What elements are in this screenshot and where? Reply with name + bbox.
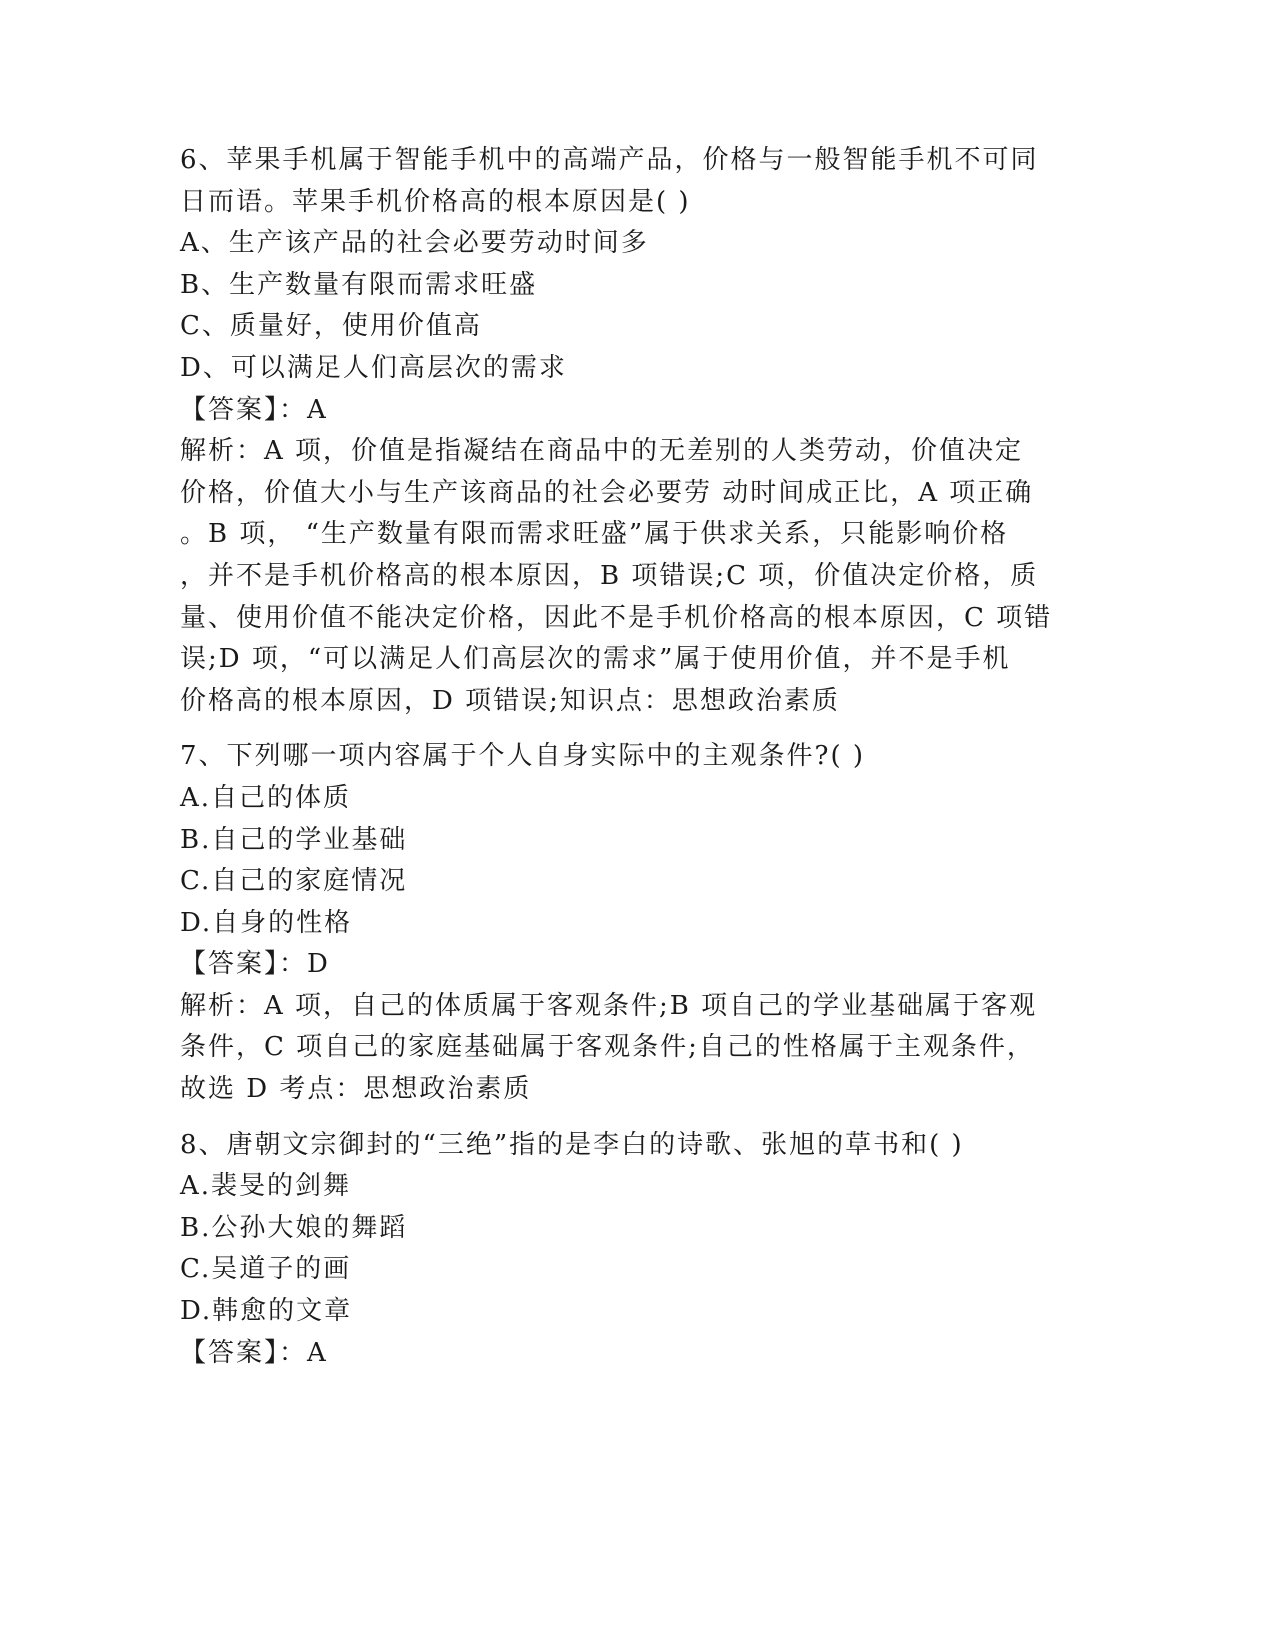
option-a: A、生产该产品的社会必要劳动时间多 [180,228,649,259]
analysis-line: 条件，C 项自己的家庭基础属于客观条件;自己的性格属于主观条件， [180,1032,1035,1063]
analysis-line: 量、使用价值不能决定价格，因此不是手机价格高的根本原因，C 项错 [180,602,1053,633]
question-stem: 7、下列哪一项内容属于个人自身实际中的主观条件?( ) [180,741,866,772]
option-c: C.吴道子的画 [180,1254,352,1285]
option-b: B.自己的学业基础 [180,824,408,855]
analysis-line: 价格高的根本原因，D 项错误;知识点：思想政治素质 [180,685,840,716]
document-page [180,140,1053,1374]
option-b: B.公孙大娘的舞蹈 [180,1212,408,1243]
option-c: C、质量好，使用价值高 [180,311,482,342]
question-7 [180,736,1040,1110]
option-a: A.自己的体质 [180,782,352,813]
question-stem: 6、苹果手机属于智能手机中的高端产品，价格与一般智能手机不可同 [180,145,1039,175]
question-8 [180,1125,1040,1375]
answer: 【答案】：A [180,1337,328,1368]
analysis-line: 误;D 项，“可以满足人们高层次的需求”属于使用价值，并不是手机 [180,644,1011,675]
analysis-line: 解析：A 项，自己的体质属于客观条件;B 项自己的学业基础属于客观 [180,990,1038,1021]
option-d: D.韩愈的文章 [180,1296,353,1327]
option-a: A.裴旻的剑舞 [180,1171,352,1202]
question-stem: 日而语。苹果手机价格高的根本原因是( ) [180,186,691,217]
option-d: D.自身的性格 [180,907,353,938]
analysis-line: ，并不是手机价格高的根本原因，B 项错误;C 项，价值决定价格，质 [180,560,1039,591]
question-stem: 8、唐朝文宗御封的“三绝”指的是李白的诗歌、张旭的草书和( ) [180,1129,964,1160]
analysis-line: 故选 D 考点：思想政治素质 [180,1074,532,1105]
answer: 【答案】：D [180,949,330,980]
option-b: B、生产数量有限而需求旺盛 [180,269,538,300]
question-6 [180,140,1053,722]
answer: 【答案】：A [180,394,328,425]
analysis-line: 。B 项， “生产数量有限而需求旺盛”属于供求关系，只能影响价格 [180,519,1009,550]
analysis-line: 价格，价值大小与生产该商品的社会必要劳 动时间成正比，A 项正确 [180,477,1034,508]
option-d: D、可以满足人们高层次的需求 [180,352,567,383]
analysis-line: 解析：A 项，价值是指凝结在商品中的无差别的人类劳动，价值决定 [180,436,1024,467]
option-c: C.自己的家庭情况 [180,866,408,897]
